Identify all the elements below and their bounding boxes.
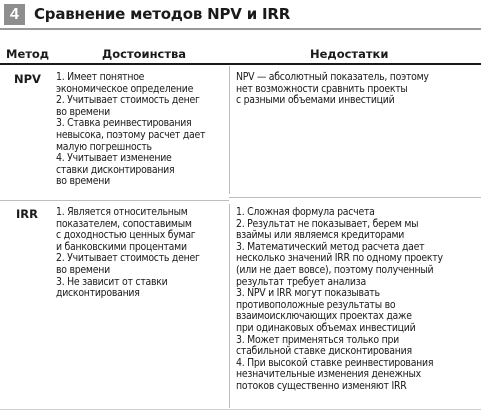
cell-line: при одинаковых объемах инвестиций: [236, 321, 416, 334]
table-header-divider: [0, 63, 481, 65]
column-header-pros: Достоинства: [102, 47, 187, 61]
cell-line: во времени: [56, 263, 110, 276]
cell-line: с разными объемами инвестиций: [236, 94, 395, 107]
cell-line: дисконтирования: [56, 287, 140, 300]
table-header: [0, 43, 481, 63]
column-divider-irr: [229, 204, 230, 408]
row-divider-left: [0, 200, 229, 201]
cell-line: ставки дисконтирования: [56, 163, 175, 176]
cell-line: показателем, сопоставимым: [56, 217, 192, 230]
cell-line: противоположные результаты во: [236, 298, 396, 311]
cell-line: во времени: [56, 105, 110, 118]
cell-line: незначительные изменения денежных: [236, 368, 421, 381]
cell-line: взаймы или являемся кредиторами: [236, 229, 405, 242]
cell-line: 2. Учитывает стоимость денег: [56, 94, 200, 107]
section-number-badge: 4: [4, 4, 25, 25]
cell-line: невысока, поэтому расчет дает: [56, 128, 206, 141]
cell-line: NPV — абсолютный показатель, поэтому: [236, 71, 429, 83]
cell-line: 3. Математический метод расчета дает: [236, 240, 425, 253]
cell-line: 3. Ставка реинвестирования: [56, 117, 192, 130]
cell-line: стабильной ставке дисконтирования: [236, 345, 412, 358]
cell-line: во времени: [56, 175, 110, 188]
section-title: Сравнение методов NPV и IRR: [34, 5, 291, 23]
row-divider-right: [229, 197, 481, 198]
cell-line: (или не дает вовсе), поэтому полученный: [236, 263, 434, 276]
cell-line: экономическое определение: [56, 82, 194, 95]
cell-line: и банковскими процентами: [56, 240, 187, 253]
cell-line: 4. При высокой ставке реинвестирования: [236, 356, 434, 369]
column-divider-npv: [229, 66, 230, 194]
cell-line: 1. Имеет понятное: [56, 71, 145, 83]
column-header-method: Метод: [6, 47, 50, 61]
cell-line: 2. Учитывает стоимость денег: [56, 252, 200, 265]
header-divider: [0, 28, 481, 30]
cell-irr-pros: [56, 207, 200, 300]
cell-npv-pros: [56, 72, 205, 188]
cell-line: потоков существенно изменяют IRR: [236, 379, 407, 392]
cell-line: 2. Результат не показывает, берем мы: [236, 217, 419, 230]
table-bottom-divider: [0, 409, 481, 410]
cell-npv-cons: [236, 72, 429, 107]
row-method-irr: IRR: [16, 207, 38, 221]
cell-line: взаимоисключающих проектах даже: [236, 310, 412, 323]
cell-line: 3. NPV и IRR могут показывать: [236, 287, 380, 300]
cell-line: 4. Учитывает изменение: [56, 152, 172, 165]
cell-line: нет возможности сравнить проекты: [236, 82, 408, 95]
column-header-cons: Недостатки: [310, 47, 389, 61]
cell-line: с доходностью ценных бумаг: [56, 229, 196, 242]
cell-line: 1. Является относительным: [56, 206, 188, 218]
cell-line: 1. Сложная формула расчета: [236, 206, 375, 218]
cell-line: 3. Не зависит от ставки: [56, 275, 168, 288]
row-method-npv: NPV: [14, 72, 41, 86]
cell-line: несколько значений IRR по одному проекту: [236, 252, 443, 265]
section-header: [0, 0, 481, 32]
cell-line: малую погрешность: [56, 140, 152, 153]
cell-line: результат требует анализа: [236, 275, 366, 288]
cell-irr-cons: [236, 207, 443, 393]
cell-line: 3. Может применяться только при: [236, 333, 399, 346]
